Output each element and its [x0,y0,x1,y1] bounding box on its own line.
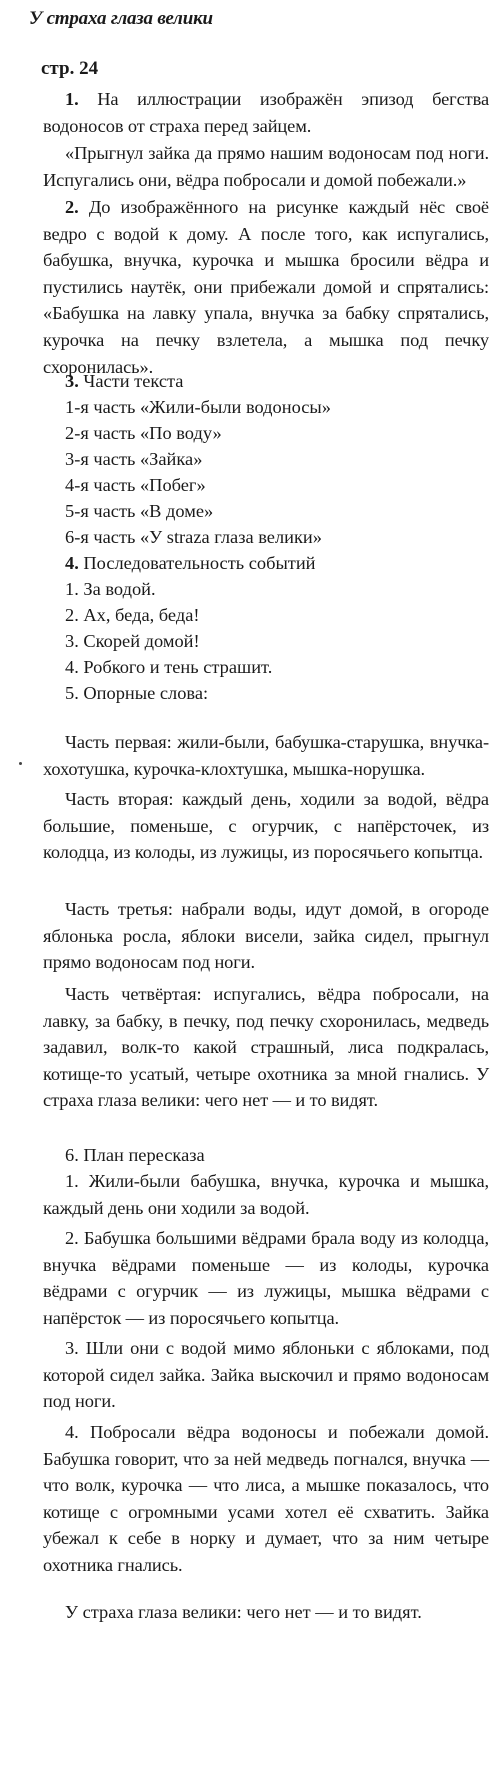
part-item: 1-я часть «Жили-были водоносы» [65,397,331,417]
events-number: 4. [65,553,79,573]
parts-title: Части текста [83,371,184,391]
part-item: 3-я часть «Зайка» [65,449,203,469]
event-item: 2. Ах, беда, беда! [65,605,200,625]
keywords-part-3: Часть третья: набрали воды, идут домой, в огороде яблонька росла, яблоки висели, зайка сидел, прыгнул прямо водоносам под ноги. [43,899,489,973]
answer-1-quote: «Прыгнул зайка да прямо нашим водоносам под ноги. Испугались они, вёдра побросали и домой побежали.» [43,143,489,190]
answer-1 [43,86,489,139]
stray-mark [19,762,22,765]
plan-item-1: 1. Жили-были бабушка, внучка, курочка и мышка, каждый день они ходили за водой. [43,1171,489,1218]
keywords-part-1: Часть первая: жили-были, бабушка-старушка, внучка-хохотушка, курочка-клохтушка, мышка-норушка. [43,732,489,779]
event-item: 4. Робкого и тень страшит. [65,657,273,677]
answer-1-number: 1. [65,89,79,109]
part-item: 5-я часть «В доме» [65,501,214,521]
part-item: 6-я часть «У straza глаза велики» [65,527,322,547]
part-item: 4-я часть «Побег» [65,475,206,495]
keywords-part-4: Часть четвёртая: испугались, вёдра побросали, на лавку, за бабку, в печку, под печку схоронилась, медведь задавил, волк-то какой страшный, лиса подкралась, котище-то усатый, четыре охотника за мной гнались. У страха глаза велики: чего нет — и то видят. [43,984,489,1111]
plan-item-2: 2. Бабушка большими вёдрами брала воду из колодца, внучка вёдрами поменьше — из колоды, курочка вёдрами с огурчик — из лужицы, мышка вёдрами с напёрсток — из поросячьего копытца. [43,1228,489,1328]
keywords-part-2: Часть вторая: каждый день, ходили за водой, вёдра большие, поменьше, с огурчик, с напёрсточек, из колодца, из колоды, из лужицы, из поросячьего копытца. [43,789,489,863]
plan-item-4: 4. Побросали вёдра водоносы и побежали домой. Бабушка говорит, что за ней медведь погнался, внучка — что волк, курочка — что лиса, а мышке показалось, что котище с огромными усами хотел её схватить. Зайка убежал к себе в норку и думает, что за ним четыре охотника гнались. [43,1422,489,1575]
events-title: Последовательность событий [83,553,316,573]
answer-2-number: 2. [65,197,79,217]
answer-2-text: До изображённого на рисунке каждый нёс своё ведро с водой к дому. А после того, как испугались, бабушка, внучка, курочка и мышка бросили вёдра и пустились наутёк, они прибежали домой и спрятались: «Бабушка на лавку упала, внучка за бабку спрятались, курочка на печку взлетела, а мышка под печку схоронилась». [43,197,489,377]
answer-2 [43,194,489,380]
parts-heading [65,369,183,393]
events-heading [65,551,316,575]
plan-item-3: 3. Шли они с водой мимо яблоньки с яблоками, под которой сидел зайка. Зайка выскочил и прямо водоносам под ноги. [43,1338,489,1412]
event-item: 5. Опорные слова: [65,683,209,703]
answer-1-text: На иллюстрации изображён эпизод бегства водоносов от страха перед зайцем. [43,89,490,136]
document-title: У страха глаза велики [29,8,213,29]
page-reference: стр. 24 [41,58,99,79]
event-item: 1. За водой. [65,579,156,599]
parts-number: 3. [65,371,79,391]
plan-heading: 6. План пересказа [65,1145,205,1165]
part-item: 2-я часть «По воду» [65,423,222,443]
event-item: 3. Скорей домой! [65,631,200,651]
final-proverb: У страха глаза велики: чего нет — и то видят. [65,1602,422,1622]
